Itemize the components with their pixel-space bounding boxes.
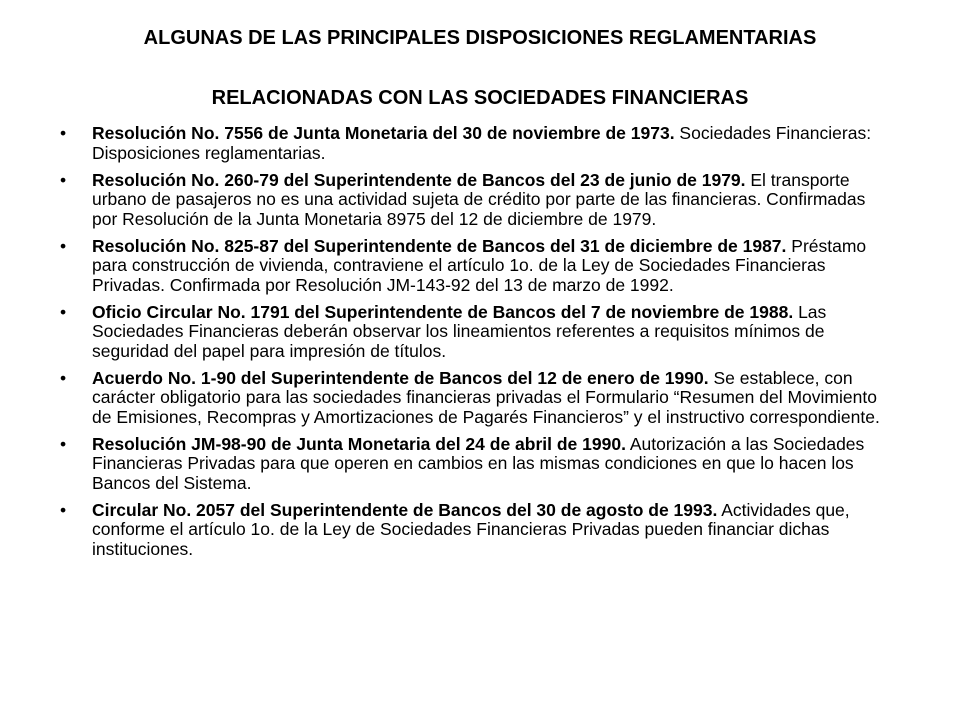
regulation-reference: Resolución JM-98-90 de Junta Monetaria del 24 de abril de 1990. (92, 433, 626, 454)
regulation-description: Préstamo para construcción de vivienda, contraviene el artículo 1o. de la Ley de Sociedades Financieras Privadas. Confirmada por Resolución JM-143-92 del 13 de marzo de 1992. (92, 235, 867, 295)
bullet-icon: • (60, 169, 67, 190)
slide-title-line-2: RELACIONADAS CON LAS SOCIEDADES FINANCIERAS (211, 87, 749, 109)
bullet-icon: • (60, 235, 67, 256)
bullet-icon: • (60, 433, 67, 454)
regulation-list (60, 124, 892, 567)
regulation-item-7 (60, 501, 892, 560)
bullet-icon: • (60, 499, 67, 520)
regulation-description: Las Sociedades Financieras deberán observar los lineamientos referentes a requisitos mínimos de seguridad del papel para impresión de títulos. (92, 301, 827, 361)
bullet-icon: • (60, 367, 67, 388)
regulation-reference: Oficio Circular No. 1791 del Superintendente de Bancos del 7 de noviembre de 1988. (92, 301, 794, 322)
bullet-icon: • (60, 301, 67, 322)
regulation-reference: Resolución No. 260-79 del Superintendente de Bancos del 23 de junio de 1979. (92, 169, 746, 190)
regulation-description: Autorización a las Sociedades Financieras Privadas para que operen en cambios en las mismas condiciones en que lo hacen los Bancos del Sistema. (92, 433, 865, 493)
regulation-description: Se establece, con carácter obligatorio para las sociedades financieras privadas el Formulario “Resumen del Movimiento de Emisiones, Recompras y Amortizaciones de Pagarés Financieros” y el instructivo correspondiente. (92, 367, 880, 427)
regulation-item-2 (60, 171, 892, 230)
bullet-icon: • (60, 123, 67, 143)
regulation-item-5 (60, 369, 892, 428)
regulation-description: El transporte urbano de pasajeros no es una actividad sujeta de crédito por parte de las financieras. Confirmadas por Resolución de la Junta Monetaria 8975 del 12 de diciembre de 1979. (92, 169, 866, 229)
regulation-reference: Resolución No. 825-87 del Superintendente de Bancos del 31 de diciembre de 1987. (92, 235, 787, 256)
slide-title-line-1: ALGUNAS DE LAS PRINCIPALES DISPOSICIONES REGLAMENTARIAS (143, 27, 817, 49)
regulation-item-6 (60, 435, 892, 494)
regulation-item-4 (60, 303, 892, 362)
regulation-reference: Circular No. 2057 del Superintendente de Bancos del 30 de agosto de 1993. (92, 499, 718, 520)
regulation-description: Sociedades Financieras: Disposiciones reglamentarias. (92, 123, 872, 163)
regulation-reference: Resolución No. 7556 de Junta Monetaria del 30 de noviembre de 1973. (92, 123, 675, 143)
regulation-description: Actividades que, conforme el artículo 1o. de la Ley de Sociedades Financieras Privadas pueden financiar dichas instituciones. (92, 499, 850, 559)
regulation-item-3 (60, 237, 892, 296)
regulation-item-1 (60, 124, 892, 163)
regulation-reference: Acuerdo No. 1-90 del Superintendente de Bancos del 12 de enero de 1990. (92, 367, 709, 388)
